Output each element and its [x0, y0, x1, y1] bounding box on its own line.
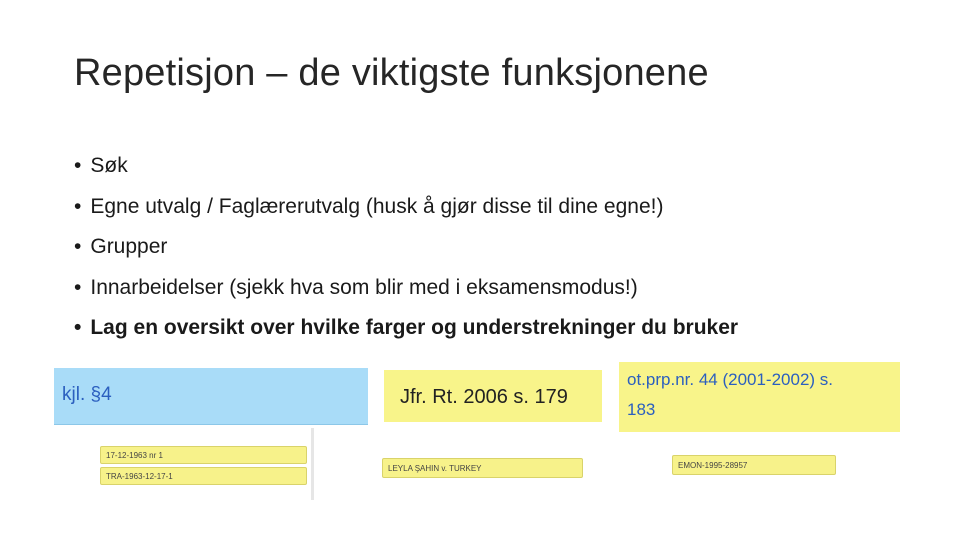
bullet-list [74, 146, 738, 349]
bullet-item: • Egne utvalg / Faglærerutvalg (husk å gjør disse til dine egne!) [74, 187, 738, 228]
yellow-highlight-line1: ot.prp.nr. 44 (2001-2002) s. [627, 370, 834, 389]
reference-chip: LEYLA ŞAHIN v. TURKEY [382, 458, 583, 478]
bullet-item-bold: • Lag en oversikt over hvilke farger og understrekninger du bruker [74, 308, 738, 349]
yellow-highlight-label: Jfr. Rt. 2006 s. 179 [400, 386, 568, 408]
yellow-highlight-line2: 183 [627, 400, 656, 419]
bullet-item: • Innarbeidelser (sjekk hva som blir med i eksamensmodus!) [74, 268, 738, 309]
yellow-highlight-sample [384, 370, 602, 422]
blue-highlight-label: kjl. §4 [62, 384, 112, 405]
blue-highlight-sample [54, 368, 368, 425]
reference-chip: EMON-1995-28957 [672, 455, 836, 475]
bullet-item: • Søk [74, 146, 738, 187]
divider [311, 428, 314, 500]
reference-chip: 17-12-1963 nr 1 [100, 446, 307, 464]
page-title: Repetisjon – de viktigste funksjonene [74, 52, 709, 94]
yellow-highlight-multiline-sample [619, 362, 900, 432]
reference-chip: TRA-1963-12-17-1 [100, 467, 307, 485]
bullet-item: • Grupper [74, 227, 738, 268]
